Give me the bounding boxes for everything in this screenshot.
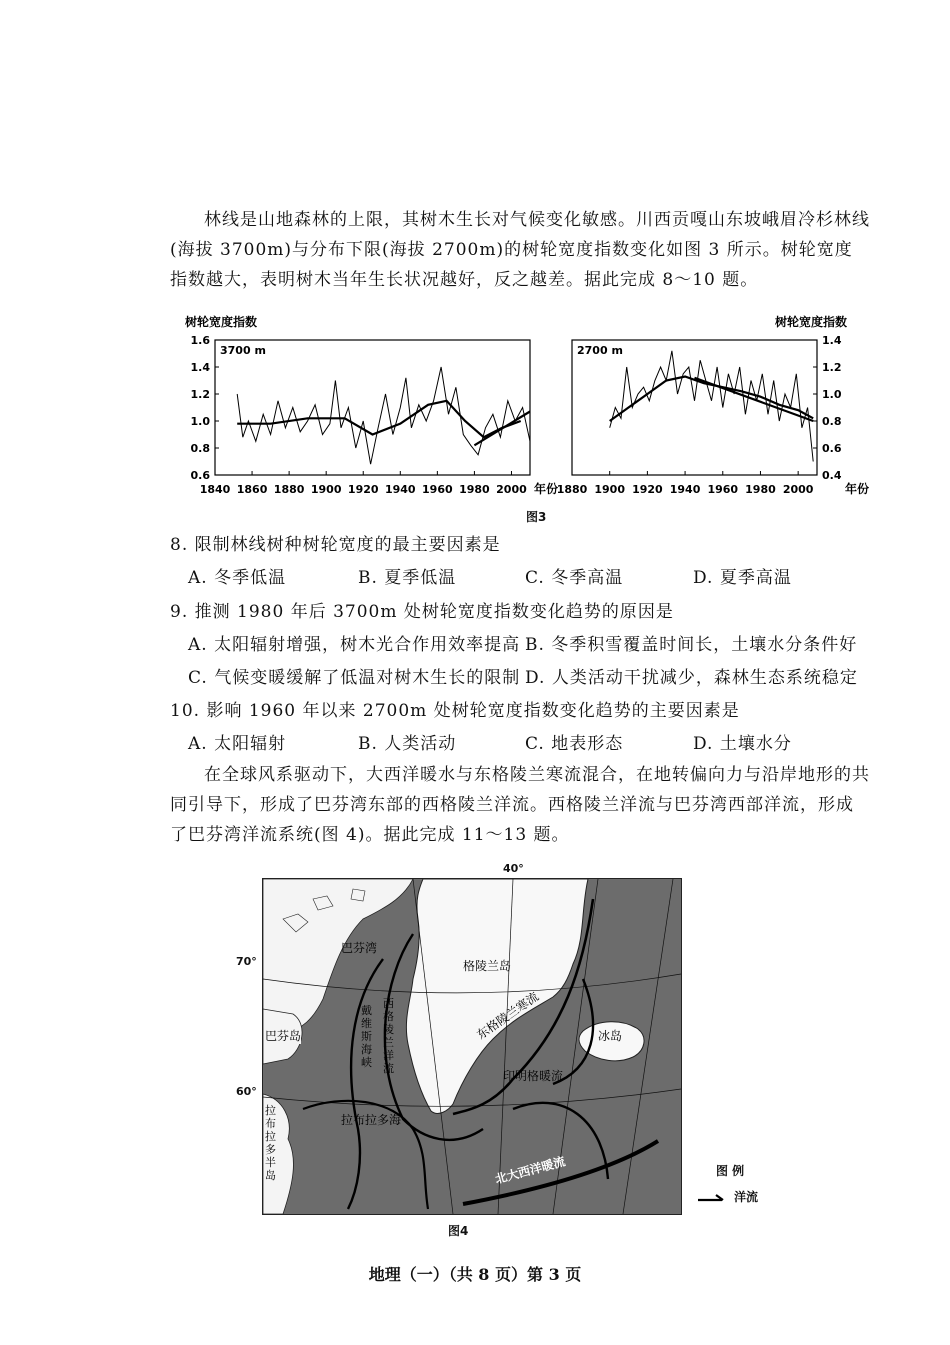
map-label-40-longitude: 40° xyxy=(503,862,524,875)
figure-3-charts xyxy=(170,310,870,530)
chart-0-ytick-label: 0.8 xyxy=(190,442,210,455)
chart-1-panel-label: 2700 m xyxy=(577,344,623,357)
q10-option-a: A. 太阳辐射 xyxy=(188,734,287,754)
chart-1-ytick-label: 0.6 xyxy=(822,442,842,455)
q9-option-c: C. 气候变暖缓解了低温对树木生长的限制 xyxy=(188,668,521,688)
chart-1-xtick-label: 1960 xyxy=(707,483,739,496)
chart-0-xtick-label: 1960 xyxy=(422,483,453,496)
chart-0-xtick-label: 1860 xyxy=(236,483,268,496)
legend-title: 图 例 xyxy=(716,1164,745,1178)
chart-0-xtick-label: 1840 xyxy=(199,483,231,496)
chart-0-ytick-label: 1.2 xyxy=(190,388,210,401)
label-east-greenland-current: 东格陵兰寒流 xyxy=(474,989,542,1043)
chart-1-xtick-label: 1980 xyxy=(745,483,776,496)
figure-4-caption: 图4 xyxy=(448,1224,469,1238)
figure-3-caption: 图3 xyxy=(526,510,547,524)
question-10-stem: 10. 影响 1960 年以来 2700m 处树轮宽度指数变化趋势的主要因素是 xyxy=(170,701,740,721)
chart-0-xlabel: 年份 xyxy=(534,482,559,496)
q10-option-c: C. 地表形态 xyxy=(525,734,624,754)
q10-option-b: B. 人类活动 xyxy=(358,734,457,754)
chart-1-xtick-label: 1920 xyxy=(632,483,663,496)
chart-0-xtick-label: 1900 xyxy=(310,483,342,496)
chart-1-ytick-label: 0.4 xyxy=(822,469,842,482)
map-drawing xyxy=(263,879,681,1214)
label-baffin-bay: 巴芬湾 xyxy=(341,941,378,955)
page-footer: 地理（一）（共 8 页）第 3 页 xyxy=(368,1265,582,1284)
map-label-70-latitude: 70° xyxy=(236,955,257,968)
chart-0-ytick-label: 1.0 xyxy=(190,415,210,428)
legend-current-label: 洋流 xyxy=(734,1190,759,1204)
label-west-greenland-current: 西格陵兰洋流 xyxy=(383,997,394,1075)
chart-1-xtick-label: 1900 xyxy=(594,483,626,496)
intro-paragraph-1: 林线是山地森林的上限，其树木生长对气候变化敏感。川西贡嘎山东坡峨眉冷杉林线(海拔 3700m)与分布下限(海拔 2700m)的树轮宽度指数变化如图 3 所示。树轮宽度指数越大，表明树木当年生长状况越好，反之越差。据此完成 8～10 题。 xyxy=(170,210,870,290)
chart-0-ytick-label: 1.6 xyxy=(190,334,210,347)
q8-option-b: B. 夏季低温 xyxy=(358,568,457,588)
intro-paragraph-2: 在全球风系驱动下，大西洋暖水与东格陵兰寒流混合，在地转偏向力与沿岸地形的共同引导下，形成了巴芬湾东部的西格陵兰洋流。西格陵兰洋流与巴芬湾西部洋流，形成了巴芬湾洋流系统(图 4)。据此完成 11～13 题。 xyxy=(170,765,870,845)
chart-0-xtick-label: 1920 xyxy=(347,483,379,496)
q10-option-d: D. 土壤水分 xyxy=(693,734,792,754)
chart-1-ytick-label: 1.0 xyxy=(822,388,842,401)
q9-option-d: D. 人类活动干扰减少，森林生态系统稳定 xyxy=(525,668,858,688)
chart-1-xtick-label: 1880 xyxy=(556,483,588,496)
label-irminger-current: 印明格暖流 xyxy=(503,1069,564,1083)
baffin-west-current-line xyxy=(348,959,383,1209)
chart-1-ytick-label: 1.4 xyxy=(822,334,842,347)
label-baffin-island: 巴芬岛 xyxy=(265,1029,302,1043)
q9-option-a: A. 太阳辐射增强，树木光合作用效率提高 xyxy=(188,635,521,655)
chart-0-ytick-label: 1.4 xyxy=(190,361,210,374)
label-davis-strait: 戴维斯海峡 xyxy=(361,1004,372,1069)
chart-1-ylabel: 树轮宽度指数 xyxy=(774,315,847,329)
q9-option-b: B. 冬季积雪覆盖时间长，土壤水分条件好 xyxy=(525,635,858,655)
chart-1-ytick-label: 1.2 xyxy=(822,361,842,374)
chart-0-xtick-label: 1880 xyxy=(273,483,305,496)
chart-1-xtick-label: 1940 xyxy=(669,483,701,496)
figure-4-map xyxy=(262,878,682,1215)
label-iceland: 冰岛 xyxy=(598,1029,623,1043)
chart-1-xlabel: 年份 xyxy=(845,482,870,496)
q8-option-d: D. 夏季高温 xyxy=(693,568,792,588)
chart-0-ytick-label: 0.6 xyxy=(190,469,210,482)
legend-current-icon xyxy=(696,1186,728,1204)
chart-1-xtick-label: 2000 xyxy=(782,483,814,496)
label-greenland: 格陵兰岛 xyxy=(463,959,512,973)
q8-option-c: C. 冬季高温 xyxy=(525,568,624,588)
question-9-stem: 9. 推测 1980 年后 3700m 处树轮宽度指数变化趋势的原因是 xyxy=(170,602,674,622)
map-label-60-latitude: 60° xyxy=(236,1085,257,1098)
chart-1-ytick-label: 0.8 xyxy=(822,415,842,428)
label-labrador-peninsula: 拉布拉多半岛 xyxy=(265,1104,276,1182)
label-north-atlantic-drift: 北大西洋暖流 xyxy=(493,1154,567,1187)
chart-0-xtick-label: 2000 xyxy=(496,483,527,496)
chart-0-xtick-label: 1980 xyxy=(459,483,490,496)
chart-0-xtick-label: 1940 xyxy=(384,483,416,496)
label-labrador-sea: 拉布拉多海 xyxy=(341,1113,402,1127)
question-8-stem: 8. 限制林线树种树轮宽度的最主要因素是 xyxy=(170,535,501,555)
chart-0-panel-label: 3700 m xyxy=(220,344,266,357)
chart-0-ylabel: 树轮宽度指数 xyxy=(185,315,258,329)
q8-option-a: A. 冬季低温 xyxy=(188,568,287,588)
chart-1-frame xyxy=(572,340,817,475)
north-atlantic-drift-line xyxy=(463,1141,658,1204)
